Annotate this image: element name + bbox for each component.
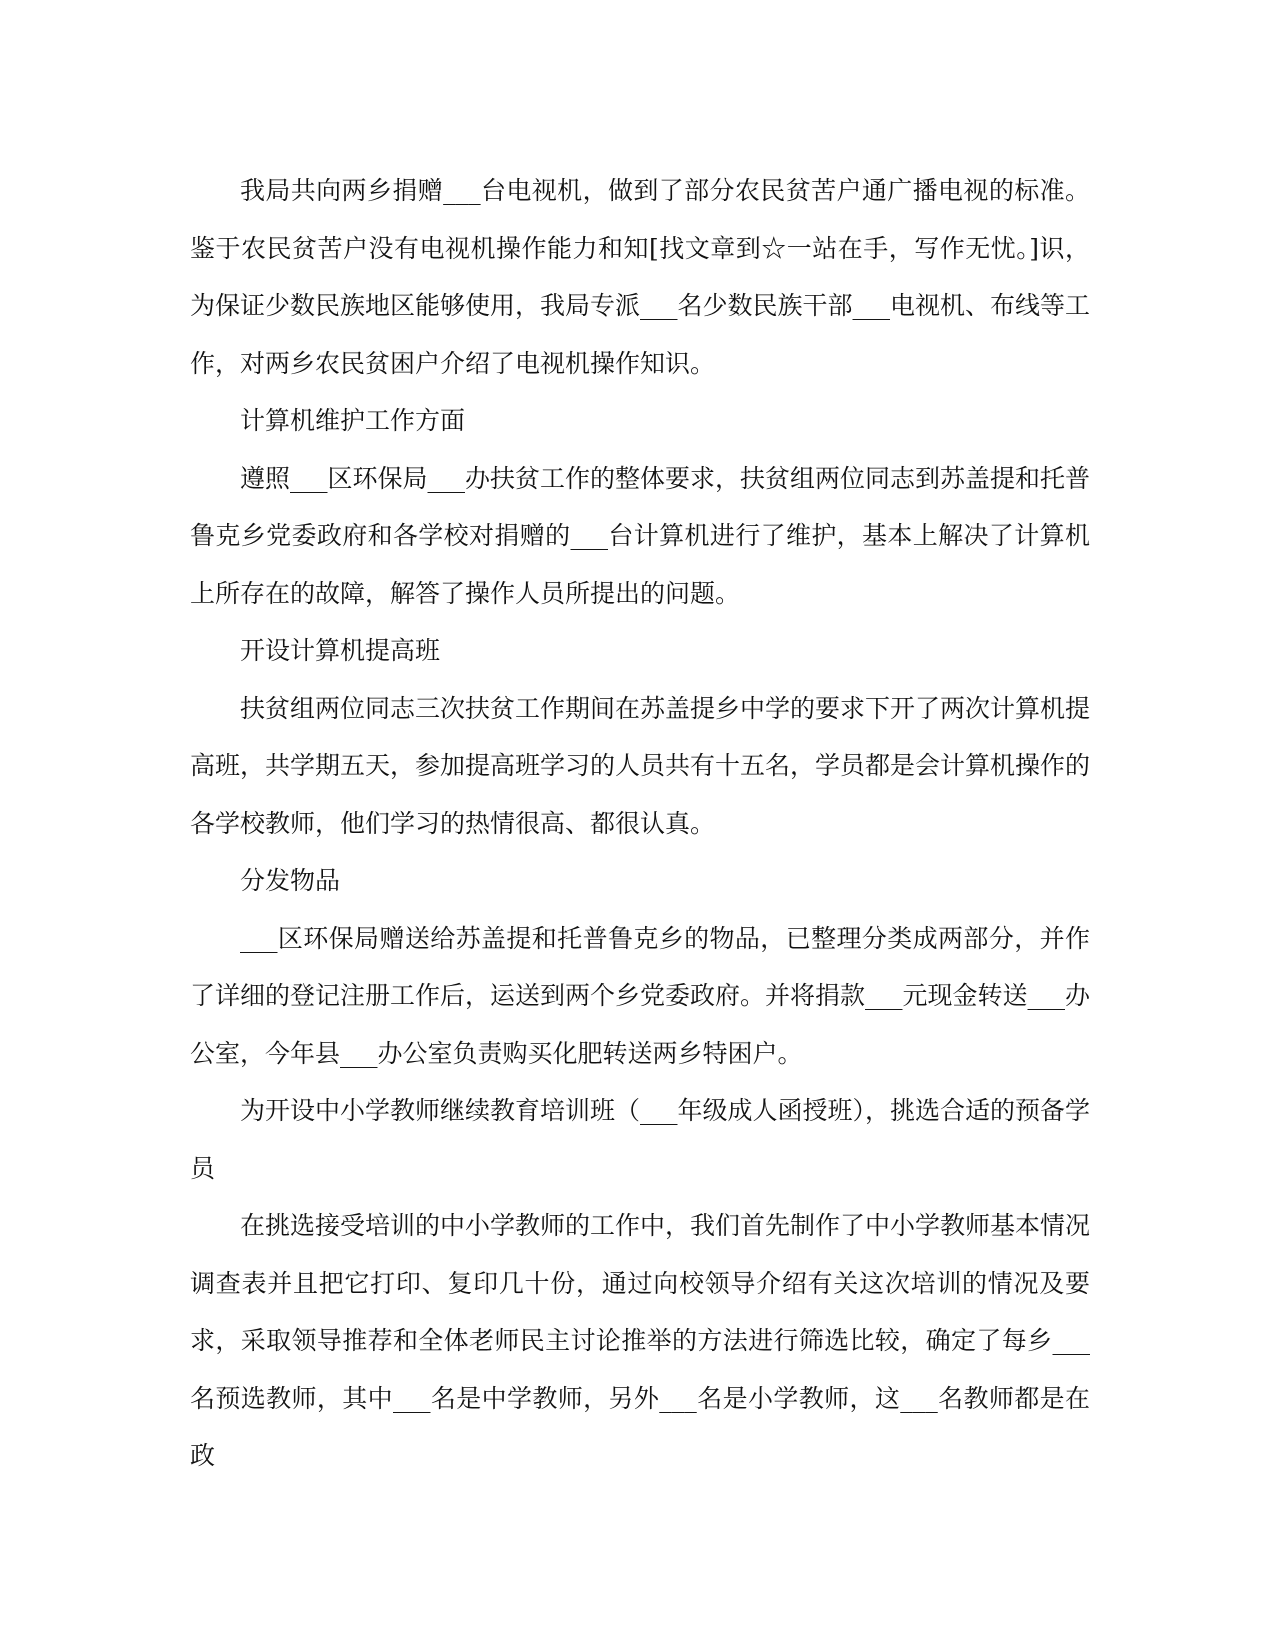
paragraph-tv-donation: 我局共向两乡捐赠___台电视机，做到了部分农民贫苦户通广播电视的标准。鉴于农民贫苦户没有电视机操作能力和知[找文章到☆一站在手，写作无忧。]识，为保证少数民族地区能够使用，我局专派___名少数民族干部___电视机、布线等工作，对两乡农民贫困户介绍了电视机操作知识。 bbox=[190, 176, 1091, 378]
heading-computer-maintenance: 计算机维护工作方面 bbox=[240, 406, 466, 435]
document-body bbox=[190, 162, 1090, 1485]
heading-distribute-goods: 分发物品 bbox=[240, 866, 341, 895]
paragraph-teacher-selection: 在挑选接受培训的中小学教师的工作中，我们首先制作了中小学教师基本情况调查表并且把它打印、复印几十份，通过向校领导介绍有关这次培训的情况及要求，采取领导推荐和全体老师民主讨论推举的方法进行筛选比较，确定了每乡___名预选教师，其中___名是中学教师，另外___名是小学教师，这___名教师都是在政 bbox=[190, 1211, 1091, 1470]
paragraph-computer-maintenance: 遵照___区环保局___办扶贫工作的整体要求，扶贫组两位同志到苏盖提和托普鲁克乡党委政府和各学校对捐赠的___台计算机进行了维护，基本上解决了计算机上所存在的故障，解答了操作人员所提出的问题。 bbox=[190, 463, 1091, 608]
heading-computer-class: 开设计算机提高班 bbox=[240, 636, 441, 665]
heading-teacher-training: 为开设中小学教师继续教育培训班（___年级成人函授班），挑选合适的预备学员 bbox=[190, 1096, 1091, 1183]
paragraph-distribute-goods: ___区环保局赠送给苏盖提和托普鲁克乡的物品，已整理分类成两部分，并作了详细的登记注册工作后，运送到两个乡党委政府。并将捐款___元现金转送___办公室，今年县___办公室负责购买化肥转送两乡特困户。 bbox=[190, 923, 1091, 1068]
paragraph-computer-class: 扶贫组两位同志三次扶贫工作期间在苏盖提乡中学的要求下开了两次计算机提高班，共学期五天，参加提高班学习的人员共有十五名，学员都是会计算机操作的各学校教师，他们学习的热情很高、都很认真。 bbox=[190, 693, 1091, 838]
